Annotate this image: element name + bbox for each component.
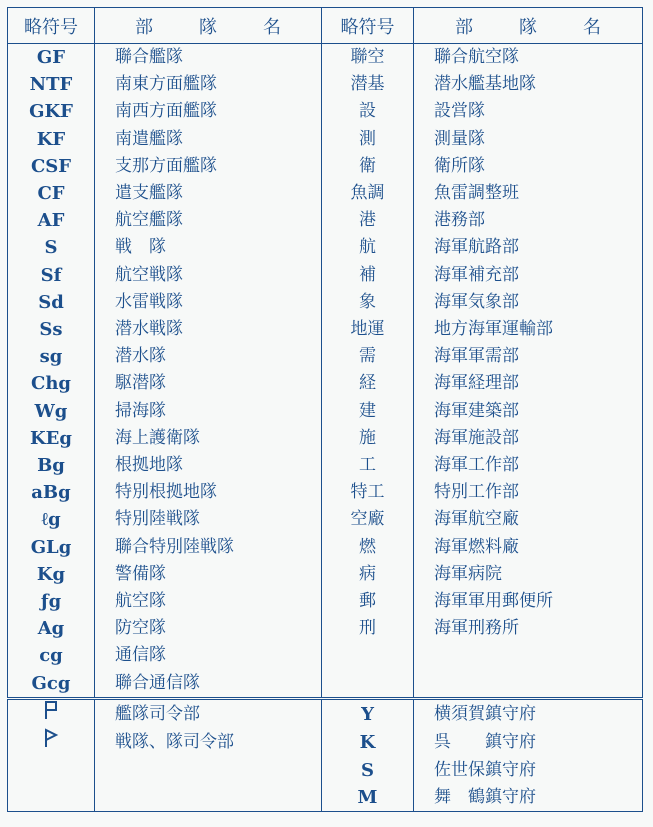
unit-name: 掃海隊 — [95, 398, 322, 425]
unit-abbr: 病 — [322, 561, 414, 588]
unit-abbr: 施 — [322, 425, 414, 452]
table-row — [8, 425, 643, 452]
unit-name: 魚雷調整班 — [414, 180, 643, 207]
unit-abbr: 郵 — [322, 588, 414, 615]
unit-name: 海軍燃料廠 — [414, 534, 643, 561]
unit-name: 衛所隊 — [414, 153, 643, 180]
unit-abbr: Sd — [8, 289, 95, 316]
unit-abbr: 燃 — [322, 534, 414, 561]
unit-abbr: 衛 — [322, 153, 414, 180]
header-abbr-right: 略符号 — [322, 8, 414, 44]
district-name: 横須賀鎮守府 — [414, 699, 643, 729]
unit-name — [414, 642, 643, 669]
unit-abbr: CF — [8, 180, 95, 207]
unit-name: 航空戦隊 — [95, 262, 322, 289]
table-row — [8, 71, 643, 98]
unit-name: 聯合通信隊 — [95, 670, 322, 699]
unit-name: 潜水隊 — [95, 343, 322, 370]
unit-abbr: 経 — [322, 370, 414, 397]
unit-abbr: Bg — [8, 452, 95, 479]
table-row — [8, 506, 643, 533]
unit-name: 南東方面艦隊 — [95, 71, 322, 98]
unit-abbr: GF — [8, 44, 95, 72]
unit-abbr: KF — [8, 126, 95, 153]
unit-abbr: cg — [8, 642, 95, 669]
unit-abbr: 港 — [322, 207, 414, 234]
unit-abbr: aBg — [8, 479, 95, 506]
flag-meaning: 戦隊、隊司令部 — [95, 728, 322, 756]
flag-meaning — [95, 784, 322, 812]
unit-name: 海軍航空廠 — [414, 506, 643, 533]
unit-abbr: 工 — [322, 452, 414, 479]
district-abbr: K — [322, 728, 414, 756]
unit-name: 測量隊 — [414, 126, 643, 153]
unit-name: 警備隊 — [95, 561, 322, 588]
table-row — [8, 370, 643, 397]
unit-abbr: 聯空 — [322, 44, 414, 72]
flag-cell — [8, 757, 95, 784]
unit-name: 遣支艦隊 — [95, 180, 322, 207]
unit-rows — [8, 44, 643, 699]
table-row — [8, 615, 643, 642]
district-name: 舞 鶴鎮守府 — [414, 784, 643, 812]
table-row — [8, 479, 643, 506]
unit-name: 海軍軍用郵便所 — [414, 588, 643, 615]
unit-name: 根拠地隊 — [95, 452, 322, 479]
table-row — [8, 588, 643, 615]
unit-name: 航空隊 — [95, 588, 322, 615]
unit-abbr: Gcg — [8, 670, 95, 699]
unit-name: 海軍補充部 — [414, 262, 643, 289]
unit-abbr: Kg — [8, 561, 95, 588]
header-abbr-left: 略符号 — [8, 8, 95, 44]
table-row — [8, 699, 643, 729]
table-row — [8, 262, 643, 289]
unit-name: 海軍建築部 — [414, 398, 643, 425]
district-name: 佐世保鎮守府 — [414, 757, 643, 784]
table-row — [8, 44, 643, 72]
table-row — [8, 126, 643, 153]
table-row — [8, 207, 643, 234]
table-row — [8, 316, 643, 343]
unit-abbr: sg — [8, 343, 95, 370]
unit-abbr: AF — [8, 207, 95, 234]
unit-abbr: 象 — [322, 289, 414, 316]
unit-abbr: 建 — [322, 398, 414, 425]
flag-cell — [8, 699, 95, 729]
unit-abbr: Wg — [8, 398, 95, 425]
unit-name: 聯合艦隊 — [95, 44, 322, 72]
unit-name: 防空隊 — [95, 615, 322, 642]
unit-name: 南西方面艦隊 — [95, 98, 322, 125]
table-row — [8, 98, 643, 125]
unit-name: 航空艦隊 — [95, 207, 322, 234]
unit-name — [414, 670, 643, 699]
table-row — [8, 343, 643, 370]
unit-abbr: 測 — [322, 126, 414, 153]
unit-name: 駆潜隊 — [95, 370, 322, 397]
unit-abbr — [322, 642, 414, 669]
flag-cell — [8, 784, 95, 812]
unit-abbr: NTF — [8, 71, 95, 98]
table-row — [8, 784, 643, 812]
table-row — [8, 234, 643, 261]
unit-name: 設営隊 — [414, 98, 643, 125]
unit-name: 特別工作部 — [414, 479, 643, 506]
district-abbr: Y — [322, 699, 414, 729]
abbreviation-table — [7, 7, 643, 812]
table-row — [8, 642, 643, 669]
unit-name: 潜水艦基地隊 — [414, 71, 643, 98]
unit-name: 海軍気象部 — [414, 289, 643, 316]
table-row — [8, 452, 643, 479]
unit-name: 海軍軍需部 — [414, 343, 643, 370]
unit-abbr: 特工 — [322, 479, 414, 506]
unit-name: 水雷戦隊 — [95, 289, 322, 316]
unit-name: 通信隊 — [95, 642, 322, 669]
header-name-part: 名 — [583, 16, 601, 38]
unit-name: 特別陸戦隊 — [95, 506, 322, 533]
unit-abbr: Ss — [8, 316, 95, 343]
unit-abbr: ƒg — [8, 588, 95, 615]
flag-meaning — [95, 757, 322, 784]
unit-name: 聯合特別陸戦隊 — [95, 534, 322, 561]
flag-cell — [8, 728, 95, 756]
unit-abbr: Chg — [8, 370, 95, 397]
unit-abbr: ℓg — [8, 506, 95, 533]
header-name-right — [414, 8, 643, 44]
unit-name: 地方海軍運輸部 — [414, 316, 643, 343]
unit-abbr: CSF — [8, 153, 95, 180]
table-row — [8, 757, 643, 784]
unit-abbr: 魚調 — [322, 180, 414, 207]
unit-name: 支那方面艦隊 — [95, 153, 322, 180]
flag-district-rows — [8, 699, 643, 812]
table-row — [8, 728, 643, 756]
unit-name: 潜水戦隊 — [95, 316, 322, 343]
unit-abbr: Ag — [8, 615, 95, 642]
table-row — [8, 398, 643, 425]
unit-abbr: Sf — [8, 262, 95, 289]
unit-abbr: GLg — [8, 534, 95, 561]
district-name: 呉 鎮守府 — [414, 728, 643, 756]
unit-abbr: 需 — [322, 343, 414, 370]
district-abbr: S — [322, 757, 414, 784]
unit-name: 海軍施設部 — [414, 425, 643, 452]
unit-abbr: S — [8, 234, 95, 261]
unit-name: 海軍刑務所 — [414, 615, 643, 642]
unit-abbr: 航 — [322, 234, 414, 261]
header-row — [8, 8, 643, 44]
header-name-part: 部 — [135, 16, 153, 38]
unit-name: 港務部 — [414, 207, 643, 234]
unit-name: 聯合航空隊 — [414, 44, 643, 72]
table-row — [8, 670, 643, 699]
pennant-flag-icon — [43, 728, 59, 756]
table-row — [8, 561, 643, 588]
unit-abbr: 空廠 — [322, 506, 414, 533]
unit-name: 海軍航路部 — [414, 234, 643, 261]
district-abbr: M — [322, 784, 414, 812]
unit-name: 海上護衛隊 — [95, 425, 322, 452]
unit-abbr: 設 — [322, 98, 414, 125]
unit-abbr: GKF — [8, 98, 95, 125]
unit-abbr — [322, 670, 414, 699]
header-name-part: 隊 — [519, 16, 537, 38]
command-flag-icon — [43, 700, 59, 728]
unit-abbr: 刑 — [322, 615, 414, 642]
unit-name: 海軍経理部 — [414, 370, 643, 397]
unit-name: 戦 隊 — [95, 234, 322, 261]
unit-abbr: KEg — [8, 425, 95, 452]
header-name-part: 部 — [455, 16, 473, 38]
unit-name: 特別根拠地隊 — [95, 479, 322, 506]
table-row — [8, 180, 643, 207]
table-row — [8, 534, 643, 561]
flag-meaning: 艦隊司令部 — [95, 699, 322, 729]
unit-abbr: 補 — [322, 262, 414, 289]
unit-name: 南遣艦隊 — [95, 126, 322, 153]
unit-name: 海軍工作部 — [414, 452, 643, 479]
table-row — [8, 153, 643, 180]
header-name-left — [95, 8, 322, 44]
unit-abbr: 地運 — [322, 316, 414, 343]
header-name-part: 名 — [263, 16, 281, 38]
header-name-part: 隊 — [199, 16, 217, 38]
unit-name: 海軍病院 — [414, 561, 643, 588]
table-row — [8, 289, 643, 316]
unit-abbr: 潜基 — [322, 71, 414, 98]
